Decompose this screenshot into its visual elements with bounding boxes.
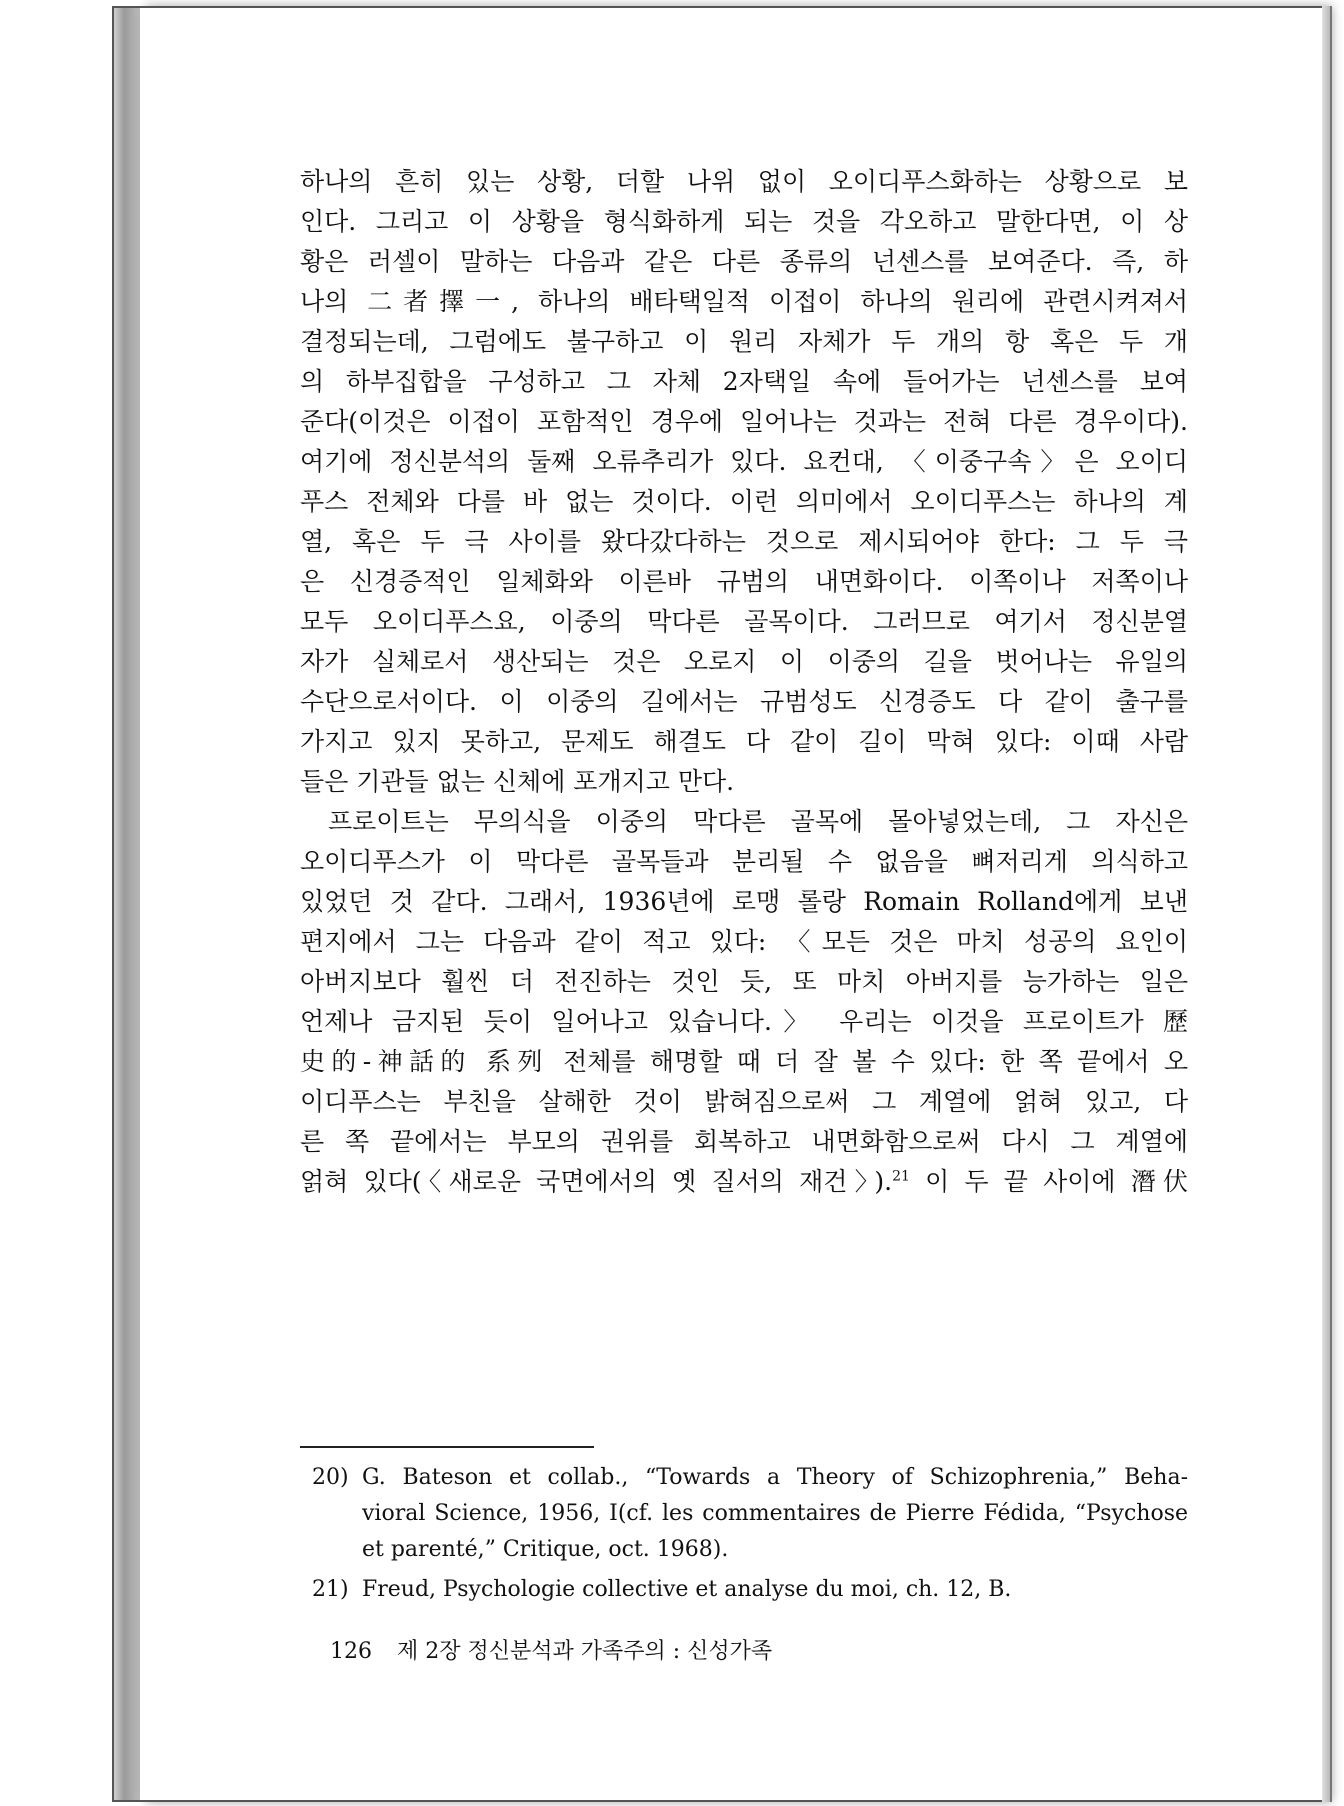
footnote — [300, 1572, 1188, 1608]
text-line: 수단으로서이다. 이 이중의 길에서는 규범성도 신경증도 다 같이 출구를 — [300, 687, 1188, 716]
text-line: 모두 오이디푸스요, 이중의 막다른 골목이다. 그러므로 여기서 정신분열 — [300, 607, 1188, 636]
footnote-line: Freud, Psychologie collective et analyse du moi, ch. 12, B. — [362, 1577, 1012, 1602]
footnote-number: 21) — [312, 1577, 349, 1602]
running-head: 제 2장 정신분석과 가족주의 : 신성가족 — [397, 1639, 773, 1664]
footnote-number: 20) — [312, 1465, 349, 1490]
text-line — [300, 1162, 1188, 1202]
text-line: 은 신경증적인 일체화와 이른바 규범의 내면화이다. 이쪽이나 저쪽이나 — [300, 567, 1188, 596]
footnote-line: vioral Science, 1956, I(cf. les commentaires de Pierre Fédida, “Psychose — [362, 1501, 1188, 1526]
text-line: 인다. 그리고 이 상황을 형식화하게 되는 것을 각오하고 말한다면, 이 상 — [300, 207, 1188, 236]
text-line: 오이디푸스가 이 막다른 골목들과 분리될 수 없음을 뼈저리게 의식하고 — [300, 847, 1188, 876]
text-line: 푸스 전체와 다를 바 없는 것이다. 이런 의미에서 오이디푸스는 하나의 계 — [300, 487, 1188, 516]
book-spine — [112, 6, 142, 1802]
text-line: 아버지보다 훨씬 더 전진하는 것인 듯, 또 마치 아버지를 능가하는 일은 — [300, 967, 1188, 996]
text-line: 있었던 것 같다. 그래서, 1936년에 로맹 롤랑 Romain Rolland에게 보낸 — [300, 887, 1188, 916]
text-line: 황은 러셀이 말하는 다음과 같은 다른 종류의 넌센스를 보여준다. 즉, 하 — [300, 247, 1188, 276]
text-line: 결정되는데, 그럼에도 불구하고 이 원리 자체가 두 개의 항 혹은 두 개 — [300, 327, 1188, 356]
footnotes — [300, 1460, 1188, 1612]
text-line: 여기에 정신분석의 둘째 오류추리가 있다. 요컨대, 〈이중구속〉은 오이디 — [300, 447, 1188, 476]
text-line: 의 하부집합을 구성하고 그 자체 2자택일 속에 들어가는 넌센스를 보여 — [300, 367, 1188, 396]
text-line: 프로이트는 무의식을 이중의 막다른 골목에 몰아넣었는데, 그 자신은 — [328, 807, 1188, 836]
text-line: 이디푸스는 부친을 살해한 것이 밝혀짐으로써 그 계열에 얽혀 있고, 다 — [300, 1087, 1188, 1116]
page-footer — [330, 1634, 772, 1665]
footnote-line: G. Bateson et collab., “Towards a Theory of Schizophrenia,” Beha- — [362, 1465, 1188, 1490]
text-line: 언제나 금지된 듯이 일어나고 있습니다.〉 우리는 이것을 프로이트가 歷 — [300, 1007, 1188, 1036]
text-line: 자가 실체로서 생산되는 것은 오로지 이 이중의 길을 벗어나는 유일의 — [300, 647, 1188, 676]
text-line: 들은 기관들 없는 신체에 포개지고 만다. — [300, 767, 735, 796]
page-fore-edge — [1322, 6, 1332, 1802]
text-line-part: 이 두 끝 사이에 潛伏 — [909, 1167, 1188, 1196]
footnote-rule — [300, 1446, 594, 1448]
text-line: 편지에서 그는 다음과 같이 적고 있다: 〈모든 것은 마치 성공의 요인이 — [300, 927, 1188, 956]
body-text — [300, 162, 1188, 1202]
text-line: 가지고 있지 못하고, 문제도 해결도 다 같이 길이 막혀 있다: 이때 사람 — [300, 727, 1188, 756]
text-line: 하나의 흔히 있는 상황, 더할 나위 없이 오이디푸스화하는 상황으로 보 — [300, 167, 1188, 196]
text-line: 른 쪽 끝에서는 부모의 권위를 회복하고 내면화함으로써 다시 그 계열에 — [300, 1127, 1188, 1156]
footnote — [300, 1460, 1188, 1568]
footnote-ref: 21 — [892, 1168, 910, 1185]
text-line: 준다(이것은 이접이 포함적인 경우에 일어나는 것과는 전혀 다른 경우이다). — [300, 407, 1188, 436]
text-line: 열, 혹은 두 극 사이를 왔다갔다하는 것으로 제시되어야 한다: 그 두 극 — [300, 527, 1188, 556]
footnote-line: et parenté,” Critique, oct. 1968). — [362, 1537, 729, 1562]
text-line: 나의 二者擇一, 하나의 배타택일적 이접이 하나의 원리에 관련시켜져서 — [300, 287, 1188, 316]
page-number: 126 — [330, 1639, 372, 1664]
text-line: 史的-神話的 系列 전체를 해명할 때 더 잘 볼 수 있다: 한 쪽 끝에서 오 — [300, 1047, 1188, 1076]
text-line-part: 얽혀 있다(〈새로운 국면에서의 옛 질서의 재건〉). — [300, 1167, 893, 1196]
